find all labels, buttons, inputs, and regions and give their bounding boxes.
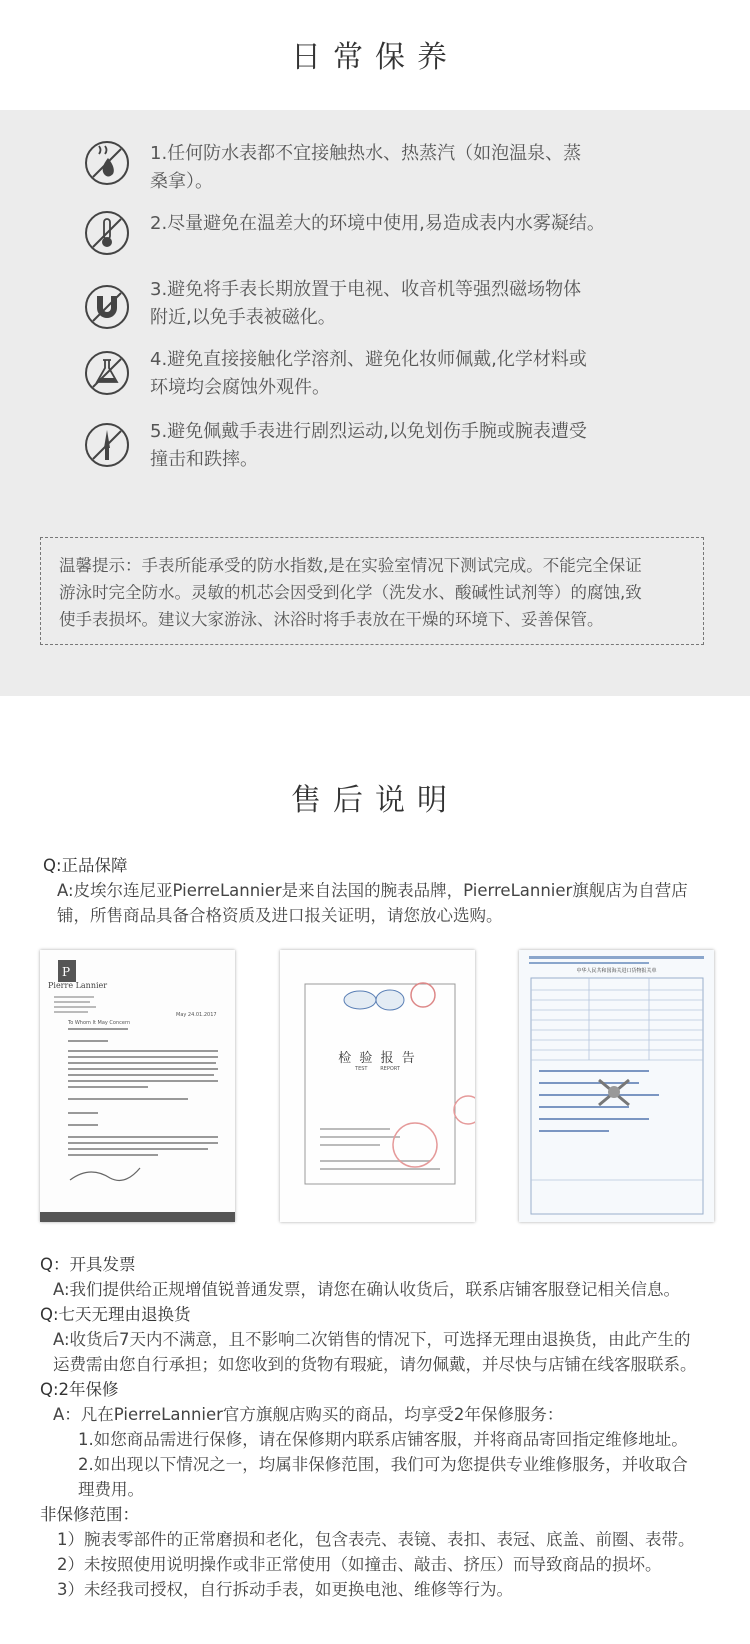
thermometer-icon xyxy=(84,210,130,256)
answer-authentic: A:皮埃尔连尼亚PierreLannier是来自法国的腕表品牌，PierreLannier旗舰店为自营店 铺，所售商品具备合格资质及进口报关证明，请您放心选购。 xyxy=(57,881,688,925)
letter-brand: Pierre Lannier xyxy=(48,981,108,990)
after-sales-title: 售后说明 xyxy=(291,783,459,818)
care-item-text: 4.避免直接接触化学溶剂、避免化妆师佩戴,化学材料或 环境均会腐蚀外观件。 xyxy=(150,349,587,398)
tip-line: 游泳时完全防水。灵敏的机芯会因受到化学（洗发水、酸碱性试剂等）的腐蚀,致 xyxy=(59,583,642,602)
authorization-letter-image xyxy=(40,950,235,1222)
care-item-text: 5.避免佩戴手表进行剧烈运动,以免划伤手腕或腕表遭受 撞击和跌摔。 xyxy=(150,421,587,470)
answer-return: A:收货后7天内不满意，且不影响二次销售的情况下，可选择无理由退换货，由此产生的 运费需由您自行承担；如您收到的货物有瑕疵，请勿佩戴，并尽快与店铺在线客服联系。 xyxy=(53,1330,697,1374)
magnet-icon xyxy=(84,284,130,330)
customs-declaration-image xyxy=(519,950,714,1222)
chemical-flask-icon xyxy=(84,350,130,396)
question-invoice: Q：开具发票 xyxy=(40,1255,136,1274)
care-panel xyxy=(0,110,750,696)
non-warranty-title: 非保修范围： xyxy=(40,1505,139,1524)
question-warranty: Q:2年保修 xyxy=(40,1380,119,1399)
impact-knife-icon xyxy=(84,422,130,468)
report-subtitle: TEST REPORT xyxy=(355,1066,400,1072)
answer-warranty: A：凡在PierreLannier官方旗舰店购买的商品，均享受2年保修服务： xyxy=(53,1405,564,1424)
hot-water-icon xyxy=(84,140,130,186)
question-authentic: Q:正品保障 xyxy=(43,856,128,875)
tip-line: 温馨提示：手表所能承受的防水指数,是在实验室情况下测试完成。不能完全保证 xyxy=(59,556,642,575)
customs-title: 中华人民共和国海关进口货物报关单 xyxy=(576,968,657,974)
warm-tip-box xyxy=(40,537,704,645)
care-item-text: 2.尽量避免在温差大的环境中使用,易造成表内水雾凝结。 xyxy=(150,213,605,234)
letter-greeting: To Whom It May Concern xyxy=(68,1020,131,1026)
question-return: Q:七天无理由退换货 xyxy=(40,1305,191,1324)
report-title: 检 验 报 告 xyxy=(338,1051,417,1066)
tip-line: 使手表损坏。建议大家游泳、沐浴时将手表放在干燥的环境下、妥善保管。 xyxy=(59,610,604,629)
test-report-image xyxy=(280,950,475,1222)
warranty-points: 1.如您商品需进行保修，请在保修期内联系店铺客服，并将商品寄回指定维修地址。 2.如出现以下情况之一，均属非保修范围，我们可为您提供专业维修服务，并收取合 理费用。 xyxy=(78,1430,688,1499)
answer-invoice: A:我们提供给正规增值锐普通发票，请您在确认收货后，联系店铺客服登记相关信息。 xyxy=(53,1280,681,1299)
care-item-text: 1.任何防水表都不宜接触热水、热蒸汽（如泡温泉、蒸 桑拿）。 xyxy=(150,143,582,192)
non-warranty-list: 1）腕表零部件的正常磨损和老化，包含表壳、表镜、表扣、表冠、底盖、前圈、表带。 2）未按照使用说明操作或非正常使用（如撞击、敲击、挤压）而导致商品的损坏。 3）未经我司授权，自行拆动手表，如更换电池、维修等行为。 xyxy=(57,1530,695,1599)
care-section-title: 日常保养 xyxy=(291,40,459,75)
letter-date: May 24.01.2017 xyxy=(176,1012,217,1018)
svg-text:P: P xyxy=(62,965,71,979)
care-item-text: 3.避免将手表长期放置于电视、收音机等强烈磁场物体 附近,以免手表被磁化。 xyxy=(150,279,582,328)
